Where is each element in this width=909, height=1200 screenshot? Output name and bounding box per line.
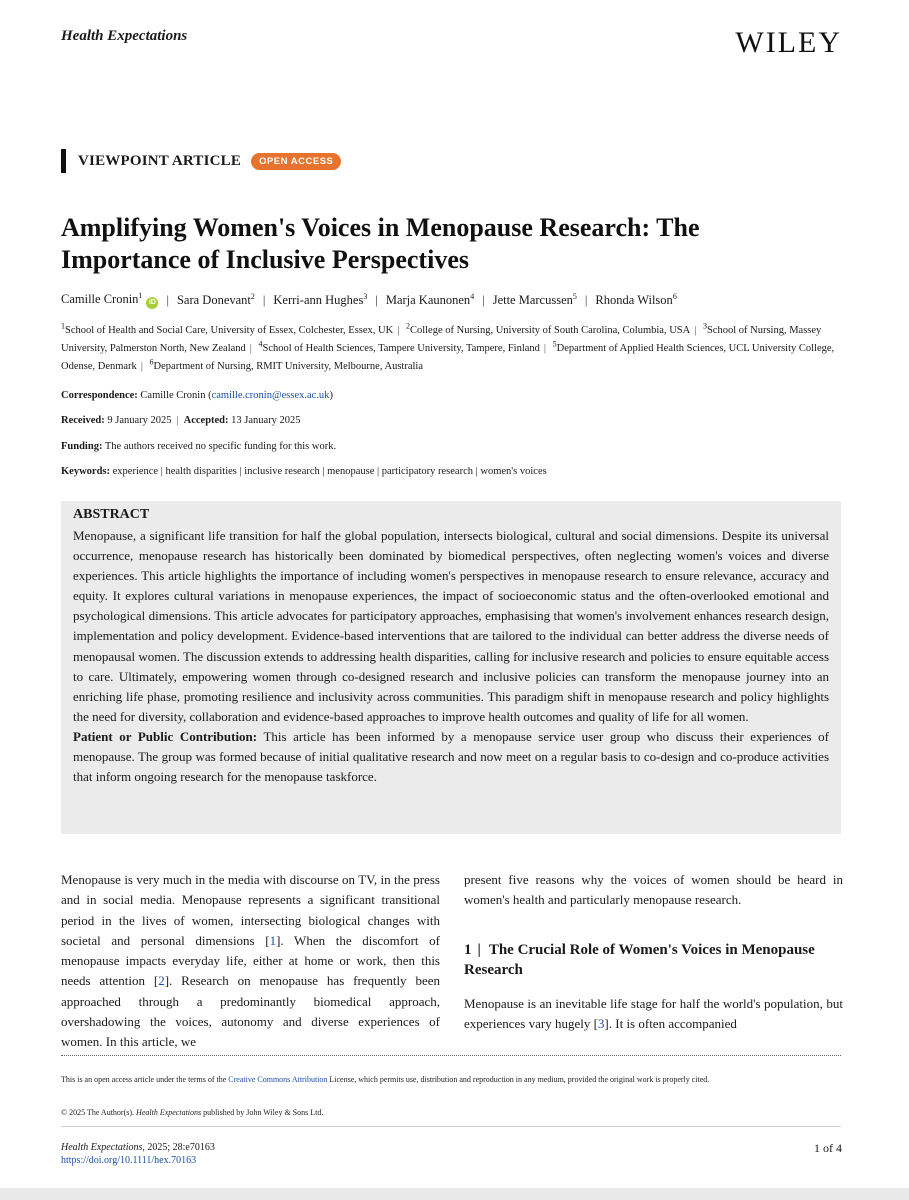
body-paragraph: Menopause is an inevitable life stage for half the world's population, but experiences vary hugely [3]. It is often accompanied bbox=[464, 996, 843, 1032]
public-contribution: Patient or Public Contribution: This article has been informed by a menopause service user group who discuss their experiences of menopause. The group was formed because of initial qualitative research and now meet on a regular basis to co-design and co-produce activities that inform ongoing research for the menopause taskforce. bbox=[73, 728, 829, 785]
citation-ref[interactable]: 1 bbox=[269, 932, 277, 948]
keyword: women's voices bbox=[480, 466, 547, 477]
affiliation: School of Health Sciences, Tampere University, Tampere, Finland bbox=[262, 343, 540, 354]
keyword: participatory research bbox=[381, 466, 473, 477]
affiliation: School of Health and Social Care, University of Essex, Colchester, Essex, UK bbox=[65, 325, 394, 336]
body-paragraph: Menopause is very much in the media with discourse on TV, in the press and in social media. Menopause represents a significant transitional period in the lives of women, intersecting biological changes with societal and personal dimensions [1]. When the discomfort of menopause impacts everyday life, either at home or work, then this needs attention [2]. Research on menopause has frequently been approached through a predominantly biomedical approach, overshadowing the voices, autonomy and diverse experiences of women. In this article, we bbox=[61, 872, 440, 1050]
keywords: Keywords: experience | health disparities | inclusive research | menopause | participatory research | women's voices bbox=[61, 466, 547, 477]
author-separator: | bbox=[482, 292, 485, 307]
title-line-2: Importance of Inclusive Perspectives bbox=[61, 245, 469, 274]
abstract-body: Menopause, a significant life transition for half the global population, intersects biological, cultural and social dimensions. Despite its universal occurrence, menopause research has historically been dominated by biomedical perspectives, often neglecting women's voices and diverse experiences. This article highlights the importance of including women's perspectives in menopause research to ensure relevance, accuracy and equity. It explores cultural variations in menopause experiences, the impact of socioeconomic status and the often-overlooked emotional and psychological dimensions. This article advocates for participatory approaches, emphasising that women's involvement enhances research design, implementation and policy development. Evidence-based interventions that are tailored to the individual can better address the diverse needs of menopausal women. The discussion extends to addressing health disparities, calling for inclusive research and policies to ensure equitable access to care. Ultimately, empowering women through co-designed research and inclusive policies can transform the menopause journey into an enriching life phase, promoting resilience and inclusivity across communities. This paradigm shift in menopause research and policy highlights the need for diversity, collaboration and evidence-based approaches to improve health outcomes and quality of life for all women. bbox=[73, 528, 829, 724]
keyword: health disparities bbox=[165, 466, 237, 477]
article-type: VIEWPOINT ARTICLE bbox=[78, 152, 242, 169]
type-marker-bar bbox=[61, 149, 66, 173]
keyword: menopause bbox=[327, 466, 375, 477]
author[interactable]: Rhonda Wilson$^6$ bbox=[595, 291, 677, 307]
author[interactable]: Marja Kaunonen$^4$ bbox=[385, 291, 475, 307]
citation-ref[interactable]: 3 bbox=[597, 1016, 605, 1032]
title-line-1: Amplifying Women's Voices in Menopause Research: The bbox=[61, 213, 700, 242]
orcid-icon[interactable]: iD bbox=[146, 297, 158, 309]
author-separator: | bbox=[375, 292, 378, 307]
article-title bbox=[61, 212, 851, 276]
open-access-badge: OPEN ACCESS bbox=[251, 153, 341, 170]
affiliations: $^1$School of Health and Social Care, University of Essex, Colchester, Essex, UK | $^2$College of Nursing, University of South Carolina, Columbia, USA | $^3$School of Nursing, Massey University, Palmerston North, New Zealand | $^4$School of Health Sciences, Tampere University, Tampere, Finland | $^5$Department of Applied Health Sciences, UCL University College, Odense, Denmark | $^6$Department of Nursing, RMIT University, Melbourne, Australia bbox=[61, 321, 835, 372]
license-link[interactable]: Creative Commons Attribution bbox=[228, 1075, 328, 1084]
keyword: inclusive research bbox=[244, 466, 320, 477]
copyright-note: © 2025 The Author(s). Health Expectations published by John Wiley & Sons Ltd. bbox=[61, 1108, 324, 1117]
author[interactable]: Sara Donevant$^2$ bbox=[176, 291, 255, 307]
affiliation: Department of Nursing, RMIT University, Melbourne, Australia bbox=[153, 361, 423, 372]
body-paragraph: present five reasons why the voices of women should be heard in women's health and particularly menopause research. bbox=[464, 872, 843, 908]
affiliation: School of Nursing, Massey University, Palmerston North, New Zealand bbox=[61, 325, 822, 354]
author-separator: | bbox=[166, 292, 169, 307]
author[interactable]: Jette Marcussen$^5$ bbox=[492, 291, 577, 307]
keyword: experience bbox=[112, 466, 159, 477]
correspondence: Correspondence: Camille Cronin (camille.cronin@essex.ac.uk) bbox=[61, 390, 333, 401]
citation-block: Health Expectations, 2025; 28:e70163 https://doi.org/10.1111/hex.70163 bbox=[61, 1142, 215, 1166]
citation-ref[interactable]: 2 bbox=[158, 973, 165, 989]
correspondence-email-link[interactable]: camille.cronin@essex.ac.uk bbox=[211, 390, 330, 401]
affiliation: College of Nursing, University of South Carolina, Columbia, USA bbox=[409, 325, 691, 336]
wiley-logo: WILEY bbox=[735, 26, 842, 59]
footer-rule bbox=[61, 1126, 841, 1127]
footnote-divider bbox=[61, 1055, 841, 1056]
author-separator: | bbox=[584, 292, 588, 307]
journal-name: Health Expectations bbox=[61, 28, 188, 44]
abstract-box bbox=[61, 501, 841, 834]
author-list bbox=[61, 290, 851, 309]
affiliation: Department of Applied Health Sciences, UCL University College, Odense, Denmark bbox=[61, 343, 835, 372]
section-heading: 1 | The Crucial Role of Women's Voices in Menopause Research bbox=[464, 942, 815, 978]
article-type-line bbox=[61, 149, 341, 173]
abstract-heading: ABSTRACT bbox=[73, 507, 150, 522]
author-separator: | bbox=[262, 292, 266, 307]
author[interactable]: Kerri-ann Hughes$^3$ bbox=[273, 291, 368, 307]
doi-link[interactable]: https://doi.org/10.1111/hex.70163 bbox=[61, 1155, 197, 1166]
dates: Received: 9 January 2025 | Accepted: 13 January 2025 bbox=[61, 415, 301, 426]
page-number: 1 of 4 bbox=[814, 1141, 842, 1155]
license-note: This is an open access article under the terms of the Creative Commons Attribution License, which permits use, distribution and reproduction in any medium, provided the original work is properly cited. bbox=[61, 1075, 710, 1084]
funding: Funding: The authors received no specific funding for this work. bbox=[61, 441, 337, 452]
author[interactable]: Camille Cronin$^1$iD bbox=[61, 290, 158, 309]
